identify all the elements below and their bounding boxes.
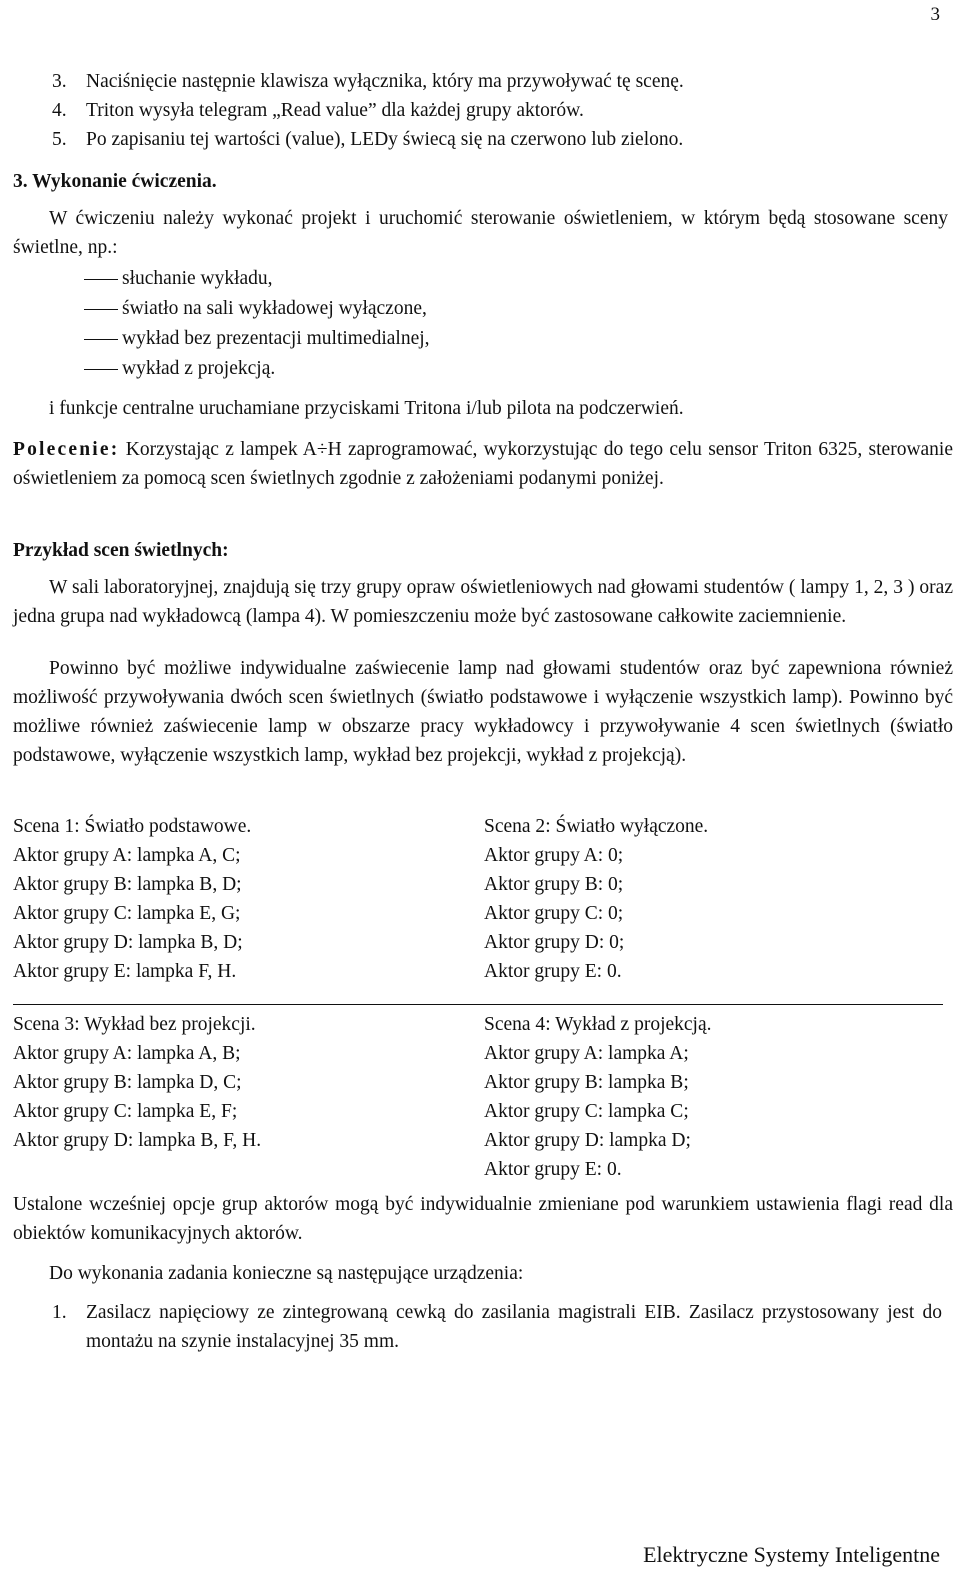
scene-line: Aktor grupy B: lampka B, D;: [13, 874, 242, 895]
scene-line: Aktor grupy B: 0;: [484, 874, 624, 895]
scene-title-text: : Światło podstawowe.: [74, 816, 252, 837]
step-number: 4.: [52, 100, 67, 121]
scene-line: Aktor grupy E: 0.: [484, 1159, 622, 1180]
device-item: [52, 1298, 942, 1356]
description-paragraph-2: Powinno być możliwe indywidualne zaświecenie lamp nad głowami studentów oraz być zapewniona również możliwość przywoływania dwóch scen świetlnych (światło podstawowe i wyłączenie wszystkich lamp). Powinno być możliwe również zaświecenie lamp w obszarze pracy wykładowcy i przywoływanie 4 scen świetlnych (światło podstawowe, wyłączenie wszystkich lamp, wykład bez projekcji, wykład z projekcją).: [13, 658, 953, 766]
scene-title-text: : Światło wyłączone.: [545, 816, 709, 837]
scene-line: Aktor grupy C: lampka E, F;: [13, 1101, 238, 1122]
scene-line: Aktor grupy C: lampka E, G;: [13, 903, 241, 924]
task-paragraph: [13, 435, 953, 493]
scene-line: Aktor grupy D: lampka B, D;: [13, 932, 243, 953]
scene-block: [13, 1010, 433, 1155]
scene-line: Aktor grupy A: lampka A, C;: [13, 845, 241, 866]
device-text: Zasilacz napięciowy ze zintegrowaną cewką do zasilania magistrali EIB. Zasilacz przystosowany jest do montażu na szynie instalacyjnej 35 mm.: [86, 1302, 942, 1352]
scene-example-item: [84, 324, 430, 353]
scene-label: Scena 1: [13, 816, 75, 837]
scene-title: [13, 1010, 433, 1039]
page-number: 3: [930, 4, 940, 25]
footer-title: Elektryczne Systemy Inteligentne: [643, 1542, 940, 1567]
step-text: Triton wysyła telegram „Read value” dla każdej grupy aktorów.: [86, 100, 584, 121]
scene-title: [484, 1010, 904, 1039]
dash-icon: [84, 369, 118, 370]
scene-line: Aktor grupy B: lampka D, C;: [13, 1072, 242, 1093]
scene-example-item: [84, 294, 427, 323]
scene-block: [13, 812, 433, 986]
scene-line: Aktor grupy A: 0;: [484, 845, 624, 866]
scene-line: Aktor grupy B: lampka B;: [484, 1072, 689, 1093]
step-number: 5.: [52, 129, 67, 150]
scene-block: [484, 1010, 904, 1184]
scene-example-item: [84, 264, 273, 293]
intro-paragraph: W ćwiczeniu należy wykonać projekt i uruchomić sterowanie oświetleniem, w którym będą stosowane sceny świetlne, np.:: [13, 208, 948, 258]
scene-label: Scena 2: [484, 816, 546, 837]
note-paragraph: Ustalone wcześniej opcje grup aktorów mogą być indywidualnie zmieniane pod warunkiem ustawienia flagi read dla obiektów komunikacyjnych aktorów.: [13, 1194, 953, 1244]
central-functions-text: i funkcje centralne uruchamiane przyciskami Tritona i/lub pilota na podczerwień.: [49, 398, 684, 419]
scene-line: Aktor grupy C: lampka C;: [484, 1101, 689, 1122]
scene-example-text: wykład bez prezentacji multimedialnej,: [122, 328, 430, 349]
task-text: Korzystając z lampek A÷H zaprogramować, wykorzystując do tego celu sensor Triton 6325, sterowanie oświetleniem za pomocą scen świetlnych zgodnie z założeniami podanymi poniżej.: [13, 439, 953, 489]
dash-icon: [84, 339, 118, 340]
scene-example-text: słuchanie wykładu,: [122, 268, 273, 289]
step-item: [52, 67, 684, 96]
scene-title: [484, 812, 904, 841]
step-text: Naciśnięcie następnie klawisza wyłącznika, który ma przywoływać tę scenę.: [86, 71, 684, 92]
dash-icon: [84, 309, 118, 310]
task-label: Polecenie:: [13, 439, 120, 460]
scene-title-text: : Wykład z projekcją.: [545, 1014, 712, 1035]
step-item: [52, 96, 584, 125]
section-heading: 3. Wykonanie ćwiczenia.: [13, 171, 217, 192]
scene-line: Aktor grupy D: lampka B, F, H.: [13, 1130, 262, 1151]
scene-line: Aktor grupy A: lampka A;: [484, 1043, 689, 1064]
scene-example-text: wykład z projekcją.: [122, 358, 276, 379]
example-heading: Przykład scen świetlnych:: [13, 540, 229, 561]
scene-line: Aktor grupy E: lampka F, H.: [13, 961, 237, 982]
scene-line: Aktor grupy D: 0;: [484, 932, 625, 953]
scene-line: Aktor grupy A: lampka A, B;: [13, 1043, 241, 1064]
scene-divider: [13, 1004, 943, 1005]
step-item: [52, 125, 683, 154]
devices-intro: Do wykonania zadania konieczne są następujące urządzenia:: [49, 1263, 524, 1284]
scene-line: Aktor grupy E: 0.: [484, 961, 622, 982]
step-text: Po zapisaniu tej wartości (value), LEDy świecą się na czerwono lub zielono.: [86, 129, 684, 150]
device-number: 1.: [52, 1302, 67, 1323]
scene-example-item: [84, 354, 275, 383]
scene-label: Scena 4: [484, 1014, 546, 1035]
dash-icon: [84, 279, 118, 280]
description-paragraph-1: W sali laboratoryjnej, znajdują się trzy grupy opraw oświetleniowych nad głowami studentów ( lampy 1, 2, 3 ) oraz jedna grupa nad wykładowcą (lampa 4). W pomieszczeniu może być zastosowane całkowite zaciemnienie.: [13, 577, 953, 627]
scene-title-text: : Wykład bez projekcji.: [74, 1014, 256, 1035]
scene-block: [484, 812, 904, 986]
scene-line: Aktor grupy D: lampka D;: [484, 1130, 691, 1151]
step-number: 3.: [52, 71, 67, 92]
scene-example-text: światło na sali wykładowej wyłączone,: [122, 298, 427, 319]
scene-line: Aktor grupy C: 0;: [484, 903, 624, 924]
scene-title: [13, 812, 433, 841]
scene-label: Scena 3: [13, 1014, 75, 1035]
